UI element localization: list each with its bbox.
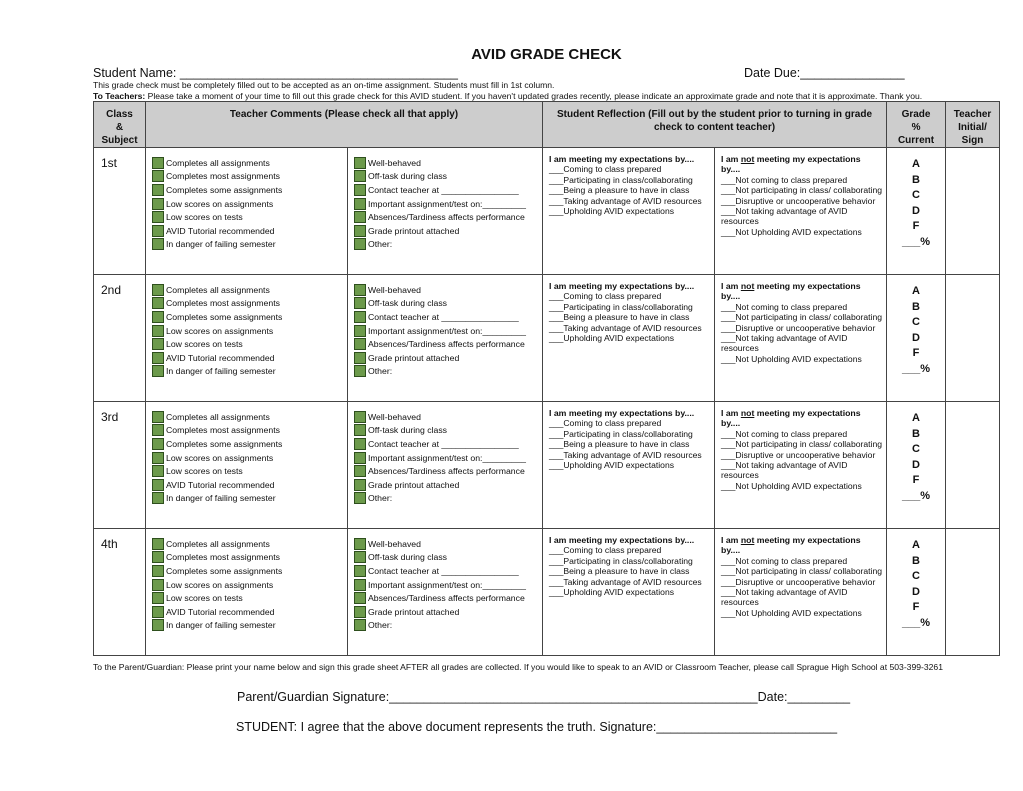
reflection-item[interactable]: ___Taking advantage of AVID resources	[549, 195, 702, 206]
reflection-item[interactable]: ___Being a pleasure to have in class	[549, 439, 690, 450]
checkbox-label: Important assignment/test on:_________	[368, 579, 526, 590]
checkbox-item[interactable]	[152, 537, 347, 551]
reflection-item[interactable]: ___Not participating in class/ collaborating	[721, 185, 883, 196]
checkbox-item[interactable]	[354, 591, 542, 605]
checkbox-item[interactable]	[152, 492, 347, 506]
checkbox-item[interactable]	[152, 324, 347, 338]
checkbox-icon[interactable]	[354, 492, 366, 504]
checkbox-icon[interactable]	[354, 438, 366, 450]
checkbox-label: In danger of failing semester	[166, 493, 276, 504]
checkbox-label: Low scores on assignments	[166, 579, 274, 590]
grade-option[interactable]: A	[912, 158, 920, 170]
teacher-comments-right	[348, 402, 543, 529]
checkbox-label: Other:	[368, 620, 393, 631]
checkbox-icon[interactable]	[354, 352, 366, 364]
instruction-text: This grade check must be completely filled out to be accepted as an on-time assignment. Students must fill in 1st column.	[93, 80, 555, 90]
checkbox-icon[interactable]	[152, 579, 164, 591]
reflection-item[interactable]: ___Not coming to class prepared	[721, 428, 848, 439]
checkbox-label: Off-task during class	[368, 298, 448, 309]
grade-option[interactable]: D	[912, 331, 920, 344]
reflection-item[interactable]: ___Not coming to class prepared	[721, 174, 848, 185]
checkbox-icon[interactable]	[152, 311, 164, 323]
period-cell: 3rd	[94, 402, 146, 529]
checkbox-icon[interactable]	[152, 352, 164, 364]
checkbox-item[interactable]	[354, 183, 542, 197]
checkbox-item[interactable]	[354, 283, 542, 297]
grade-option[interactable]: C	[912, 316, 920, 328]
checkbox-item[interactable]	[354, 619, 542, 633]
checkbox-label: Other:	[368, 239, 393, 250]
checkbox-label: Grade printout attached	[368, 352, 460, 363]
checkbox-label: Completes some assignments	[166, 311, 283, 322]
checkbox-item[interactable]	[354, 310, 542, 324]
meeting-heading: I am meeting my expectations by....	[549, 154, 695, 164]
checkbox-item[interactable]	[354, 238, 542, 252]
teacher-comments-left	[146, 148, 348, 275]
grade-option[interactable]: A	[912, 412, 920, 424]
reflection-item[interactable]: ___Upholding AVID expectations	[549, 333, 675, 344]
parent-signature-line[interactable]: Parent/Guardian Signature:_____________________________________________________Date:_________	[237, 690, 851, 704]
reflection-item[interactable]: ___Not coming to class prepared	[721, 555, 848, 566]
checkbox-label: Contact teacher at ________________	[368, 565, 519, 576]
not-meeting-expectations	[715, 402, 887, 529]
checkbox-label: In danger of failing semester	[166, 239, 276, 250]
checkbox-icon[interactable]	[152, 565, 164, 577]
checkbox-icon[interactable]	[152, 198, 164, 210]
checkbox-item[interactable]	[354, 224, 542, 238]
teacher-sign-cell[interactable]	[946, 402, 1000, 529]
checkbox-icon[interactable]	[354, 606, 366, 618]
checkbox-icon[interactable]	[354, 579, 366, 591]
reflection-item[interactable]: ___Upholding AVID expectations	[549, 587, 675, 598]
checkbox-label: Completes all assignments	[166, 157, 270, 168]
grade-option[interactable]: D	[912, 585, 920, 598]
grade-option[interactable]: A	[912, 285, 920, 297]
checkbox-item[interactable]	[152, 605, 347, 619]
teachers-label: To Teachers:	[93, 90, 146, 101]
checkbox-item[interactable]	[354, 551, 542, 565]
checkbox-item[interactable]	[354, 351, 542, 365]
checkbox-label: Low scores on assignments	[166, 198, 274, 209]
reflection-item[interactable]: ___Upholding AVID expectations	[549, 206, 675, 217]
checkbox-label: Completes most assignments	[166, 552, 280, 563]
checkbox-item[interactable]	[354, 451, 542, 465]
checkbox-item[interactable]	[152, 210, 347, 224]
grade-option[interactable]: ___%	[901, 489, 931, 502]
checkbox-label: In danger of failing semester	[166, 366, 276, 377]
checkbox-item[interactable]	[354, 424, 542, 438]
not-meeting-heading: I am not meeting my expectations by....	[721, 281, 861, 302]
checkbox-item[interactable]	[152, 424, 347, 438]
grade-option[interactable]: F	[912, 220, 920, 232]
grade-options[interactable]	[887, 148, 946, 275]
checkbox-item[interactable]	[354, 437, 542, 451]
parent-note: To the Parent/Guardian: Please print your name below and sign this grade sheet AFTER all grades are collected. If you would like to speak to an AVID or Classroom Teacher, please call Sprague High School at 503-399-3261	[93, 662, 943, 672]
checkbox-icon[interactable]	[354, 551, 366, 563]
student-signature-line[interactable]: STUDENT: I agree that the above document represents the truth. Signature:__________________________	[236, 720, 838, 734]
checkbox-item[interactable]	[152, 170, 347, 184]
checkbox-item[interactable]	[152, 197, 347, 211]
checkbox-label: In danger of failing semester	[166, 620, 276, 631]
checkbox-icon[interactable]	[354, 225, 366, 237]
table-row	[94, 275, 1000, 402]
checkbox-item[interactable]	[152, 365, 347, 379]
grade-option[interactable]: D	[912, 204, 920, 217]
teacher-sign-cell[interactable]	[946, 529, 1000, 656]
checkbox-item[interactable]	[354, 578, 542, 592]
checkbox-item[interactable]	[152, 297, 347, 311]
checkbox-item[interactable]	[354, 410, 542, 424]
checkbox-label: Off-task during class	[368, 552, 448, 563]
checkbox-item[interactable]	[354, 605, 542, 619]
table-row	[94, 529, 1000, 656]
reflection-item[interactable]: ___Not coming to class prepared	[721, 301, 848, 312]
grade-options[interactable]	[887, 529, 946, 656]
reflection-item[interactable]: ___Participating in class/collaborating	[549, 555, 693, 566]
reflection-item[interactable]: ___Not Upholding AVID expectations	[721, 480, 862, 491]
checkbox-label: Completes all assignments	[166, 411, 270, 422]
checkbox-icon[interactable]	[152, 424, 164, 436]
teachers-text: Please take a moment of your time to fill out this grade check for this AVID student. If you haven't updated grades recently, please indicate an approximate grade and note that it is approximate. Thank you.	[145, 90, 923, 101]
checkbox-item[interactable]	[152, 591, 347, 605]
checkbox-icon[interactable]	[354, 311, 366, 323]
checkbox-label: Completes most assignments	[166, 298, 280, 309]
grade-option[interactable]: C	[912, 443, 920, 455]
grade-option[interactable]: C	[912, 570, 920, 582]
checkbox-icon[interactable]	[152, 338, 164, 350]
checkbox-label: Low scores on assignments	[166, 325, 274, 336]
checkbox-icon[interactable]	[354, 211, 366, 223]
checkbox-icon[interactable]	[152, 592, 164, 604]
grade-option[interactable]: F	[912, 347, 920, 359]
not-meeting-expectations	[715, 529, 887, 656]
teacher-sign-cell[interactable]	[946, 148, 1000, 275]
checkbox-icon[interactable]	[354, 465, 366, 477]
reflection-item[interactable]: ___Participating in class/collaborating	[549, 428, 693, 439]
reflection-item[interactable]: ___Not taking advantage of AVID resources	[721, 206, 848, 227]
checkbox-label: Well-behaved	[368, 284, 421, 295]
checkbox-item[interactable]	[354, 156, 542, 170]
meeting-expectations	[543, 148, 715, 275]
grade-options[interactable]	[887, 275, 946, 402]
reflection-item[interactable]: ___Upholding AVID expectations	[549, 460, 675, 471]
grade-option[interactable]: ___%	[901, 362, 931, 375]
checkbox-icon[interactable]	[152, 438, 164, 450]
period-cell: 1st	[94, 148, 146, 275]
checkbox-item[interactable]	[152, 238, 347, 252]
checkbox-label: Low scores on tests	[166, 212, 243, 223]
checkbox-label: Off-task during class	[368, 171, 448, 182]
checkbox-icon[interactable]	[152, 365, 164, 377]
checkbox-icon[interactable]	[152, 538, 164, 550]
checkbox-label: Contact teacher at ________________	[368, 311, 519, 322]
reflection-item[interactable]: ___Not taking advantage of AVID resources	[721, 333, 848, 354]
checkbox-icon[interactable]	[354, 297, 366, 309]
checkbox-label: Grade printout attached	[368, 225, 460, 236]
checkbox-item[interactable]	[354, 170, 542, 184]
checkbox-item[interactable]	[152, 351, 347, 365]
reflection-item[interactable]: ___Taking advantage of AVID resources	[549, 576, 702, 587]
checkbox-label: Absences/Tardiness affects performance	[368, 466, 525, 477]
checkbox-item[interactable]	[354, 564, 542, 578]
reflection-item[interactable]: ___Not Upholding AVID expectations	[721, 226, 862, 237]
checkbox-item[interactable]	[354, 324, 542, 338]
reflection-item[interactable]: ___Being a pleasure to have in class	[549, 185, 690, 196]
checkbox-label: Completes all assignments	[166, 538, 270, 549]
checkbox-label: Completes all assignments	[166, 284, 270, 295]
teacher-comments-left	[146, 275, 348, 402]
teachers-note	[93, 91, 922, 101]
header-grade: Grade % Current	[887, 102, 946, 148]
checkbox-label: Important assignment/test on:_________	[368, 198, 526, 209]
period-cell: 4th	[94, 529, 146, 656]
not-meeting-heading: I am not meeting my expectations by....	[721, 154, 861, 175]
checkbox-item[interactable]	[354, 537, 542, 551]
checkbox-icon[interactable]	[152, 170, 164, 182]
checkbox-icon[interactable]	[354, 365, 366, 377]
reflection-item[interactable]: ___Not participating in class/ collaborating	[721, 566, 883, 577]
checkbox-label: Well-behaved	[368, 538, 421, 549]
checkbox-icon[interactable]	[354, 452, 366, 464]
grade-option[interactable]: B	[912, 173, 920, 186]
checkbox-label: Absences/Tardiness affects performance	[368, 339, 525, 350]
grade-option[interactable]: B	[912, 427, 920, 440]
checkbox-icon[interactable]	[152, 465, 164, 477]
checkbox-icon[interactable]	[152, 452, 164, 464]
checkbox-item[interactable]	[354, 492, 542, 506]
checkbox-label: AVID Tutorial recommended	[166, 606, 275, 617]
reflection-item[interactable]: ___Coming to class prepared	[549, 545, 662, 556]
checkbox-label: Completes most assignments	[166, 425, 280, 436]
checkbox-item[interactable]	[152, 578, 347, 592]
checkbox-icon[interactable]	[354, 284, 366, 296]
reflection-item[interactable]: ___Coming to class prepared	[549, 418, 662, 429]
reflection-item[interactable]: ___Coming to class prepared	[549, 291, 662, 302]
checkbox-item[interactable]	[152, 156, 347, 170]
checkbox-icon[interactable]	[152, 297, 164, 309]
reflection-item[interactable]: ___Disruptive or uncooperative behavior	[721, 195, 876, 206]
checkbox-item[interactable]	[354, 297, 542, 311]
checkbox-label: Low scores on assignments	[166, 452, 274, 463]
checkbox-label: Other:	[368, 366, 393, 377]
checkbox-label: Completes some assignments	[166, 565, 283, 576]
checkbox-item[interactable]	[152, 464, 347, 478]
grade-option[interactable]: C	[912, 189, 920, 201]
checkbox-label: Completes some assignments	[166, 438, 283, 449]
checkbox-label: Absences/Tardiness affects performance	[368, 212, 525, 223]
checkbox-icon[interactable]	[152, 284, 164, 296]
checkbox-icon[interactable]	[152, 211, 164, 223]
header-class-subject: Class & Subject	[94, 102, 146, 148]
period-cell: 2nd	[94, 275, 146, 402]
checkbox-label: Absences/Tardiness affects performance	[368, 593, 525, 604]
checkbox-item[interactable]	[152, 451, 347, 465]
checkbox-label: Grade printout attached	[368, 479, 460, 490]
reflection-item[interactable]: ___Disruptive or uncooperative behavior	[721, 322, 876, 333]
checkbox-item[interactable]	[152, 551, 347, 565]
checkbox-icon[interactable]	[152, 551, 164, 563]
checkbox-item[interactable]	[354, 197, 542, 211]
not-meeting-heading: I am not meeting my expectations by....	[721, 408, 861, 429]
checkbox-icon[interactable]	[354, 184, 366, 196]
grade-option[interactable]: B	[912, 554, 920, 567]
reflection-item[interactable]: ___Coming to class prepared	[549, 164, 662, 175]
checkbox-item[interactable]	[354, 210, 542, 224]
checkbox-icon[interactable]	[354, 170, 366, 182]
grade-option[interactable]: F	[912, 601, 920, 613]
teacher-comments-right	[348, 148, 543, 275]
checkbox-item[interactable]	[354, 365, 542, 379]
reflection-item[interactable]: ___Not Upholding AVID expectations	[721, 607, 862, 618]
teacher-sign-cell[interactable]	[946, 275, 1000, 402]
checkbox-label: AVID Tutorial recommended	[166, 225, 275, 236]
checkbox-icon[interactable]	[354, 538, 366, 550]
grade-check-table	[93, 101, 1000, 656]
reflection-item[interactable]: ___Disruptive or uncooperative behavior	[721, 449, 876, 460]
checkbox-label: Contact teacher at ________________	[368, 184, 519, 195]
reflection-item[interactable]: ___Not taking advantage of AVID resources	[721, 587, 848, 608]
checkbox-item[interactable]	[152, 437, 347, 451]
checkbox-icon[interactable]	[354, 157, 366, 169]
document-title: AVID GRADE CHECK	[471, 46, 622, 63]
date-due-field[interactable]: Date Due:_______________	[744, 66, 905, 80]
grade-option[interactable]: ___%	[901, 616, 931, 629]
meeting-heading: I am meeting my expectations by....	[549, 535, 695, 545]
checkbox-item[interactable]	[152, 310, 347, 324]
grade-options[interactable]	[887, 402, 946, 529]
checkbox-icon[interactable]	[152, 606, 164, 618]
header-teacher-sign: Teacher Initial/ Sign	[946, 102, 1000, 148]
header-teacher-comments: Teacher Comments (Please check all that apply)	[146, 102, 543, 148]
checkbox-label: Important assignment/test on:_________	[368, 452, 526, 463]
meeting-expectations	[543, 529, 715, 656]
reflection-item[interactable]: ___Not participating in class/ collaborating	[721, 439, 883, 450]
grade-option[interactable]: F	[912, 474, 920, 486]
checkbox-icon[interactable]	[152, 238, 164, 250]
meeting-heading: I am meeting my expectations by....	[549, 408, 695, 418]
checkbox-label: Important assignment/test on:_________	[368, 325, 526, 336]
checkbox-icon[interactable]	[152, 479, 164, 491]
checkbox-item[interactable]	[354, 478, 542, 492]
teacher-comments-left	[146, 402, 348, 529]
header-student-reflection: Student Reflection (Fill out by the student prior to turning in grade check to content teacher)	[543, 102, 887, 148]
checkbox-label: AVID Tutorial recommended	[166, 352, 275, 363]
checkbox-icon[interactable]	[354, 411, 366, 423]
checkbox-label: Well-behaved	[368, 411, 421, 422]
checkbox-icon[interactable]	[354, 479, 366, 491]
teacher-comments-left	[146, 529, 348, 656]
checkbox-item[interactable]	[152, 283, 347, 297]
checkbox-icon[interactable]	[152, 411, 164, 423]
checkbox-icon[interactable]	[354, 198, 366, 210]
reflection-item[interactable]: ___Disruptive or uncooperative behavior	[721, 576, 876, 587]
checkbox-label: Other:	[368, 493, 393, 504]
table-row	[94, 402, 1000, 529]
meeting-heading: I am meeting my expectations by....	[549, 281, 695, 291]
checkbox-label: Completes some assignments	[166, 184, 283, 195]
reflection-item[interactable]: ___Taking advantage of AVID resources	[549, 449, 702, 460]
checkbox-icon[interactable]	[152, 184, 164, 196]
reflection-item[interactable]: ___Taking advantage of AVID resources	[549, 322, 702, 333]
reflection-item[interactable]: ___Not participating in class/ collaborating	[721, 312, 883, 323]
checkbox-label: Well-behaved	[368, 157, 421, 168]
checkbox-label: Off-task during class	[368, 425, 448, 436]
checkbox-icon[interactable]	[354, 619, 366, 631]
checkbox-label: AVID Tutorial recommended	[166, 479, 275, 490]
reflection-item[interactable]: ___Participating in class/collaborating	[549, 174, 693, 185]
checkbox-item[interactable]	[152, 619, 347, 633]
checkbox-label: Low scores on tests	[166, 466, 243, 477]
reflection-item[interactable]: ___Not Upholding AVID expectations	[721, 353, 862, 364]
checkbox-icon[interactable]	[152, 619, 164, 631]
checkbox-item[interactable]	[152, 224, 347, 238]
checkbox-label: Low scores on tests	[166, 339, 243, 350]
checkbox-icon[interactable]	[152, 325, 164, 337]
not-meeting-expectations	[715, 275, 887, 402]
checkbox-icon[interactable]	[354, 338, 366, 350]
grade-option[interactable]: B	[912, 300, 920, 313]
checkbox-item[interactable]	[354, 337, 542, 351]
reflection-item[interactable]: ___Being a pleasure to have in class	[549, 312, 690, 323]
meeting-expectations	[543, 275, 715, 402]
checkbox-item[interactable]	[354, 464, 542, 478]
checkbox-icon[interactable]	[152, 492, 164, 504]
teacher-comments-right	[348, 275, 543, 402]
checkbox-icon[interactable]	[354, 424, 366, 436]
teacher-comments-right	[348, 529, 543, 656]
student-name-field[interactable]: Student Name: ________________________________________	[93, 66, 458, 80]
checkbox-item[interactable]	[152, 410, 347, 424]
checkbox-icon[interactable]	[354, 592, 366, 604]
checkbox-item[interactable]	[152, 337, 347, 351]
checkbox-label: Completes most assignments	[166, 171, 280, 182]
checkbox-icon[interactable]	[152, 157, 164, 169]
checkbox-label: Low scores on tests	[166, 593, 243, 604]
checkbox-icon[interactable]	[152, 225, 164, 237]
grade-option[interactable]: ___%	[901, 235, 931, 248]
checkbox-label: Contact teacher at ________________	[368, 438, 519, 449]
checkbox-icon[interactable]	[354, 325, 366, 337]
reflection-item[interactable]: ___Being a pleasure to have in class	[549, 566, 690, 577]
not-meeting-expectations	[715, 148, 887, 275]
checkbox-item[interactable]	[152, 478, 347, 492]
not-meeting-heading: I am not meeting my expectations by....	[721, 535, 861, 556]
grade-option[interactable]: D	[912, 458, 920, 471]
grade-option[interactable]: A	[912, 539, 920, 551]
reflection-item[interactable]: ___Not taking advantage of AVID resources	[721, 460, 848, 481]
checkbox-label: Grade printout attached	[368, 606, 460, 617]
checkbox-item[interactable]	[152, 564, 347, 578]
checkbox-icon[interactable]	[354, 238, 366, 250]
checkbox-icon[interactable]	[354, 565, 366, 577]
table-row	[94, 148, 1000, 275]
reflection-item[interactable]: ___Participating in class/collaborating	[549, 301, 693, 312]
checkbox-item[interactable]	[152, 183, 347, 197]
meeting-expectations	[543, 402, 715, 529]
